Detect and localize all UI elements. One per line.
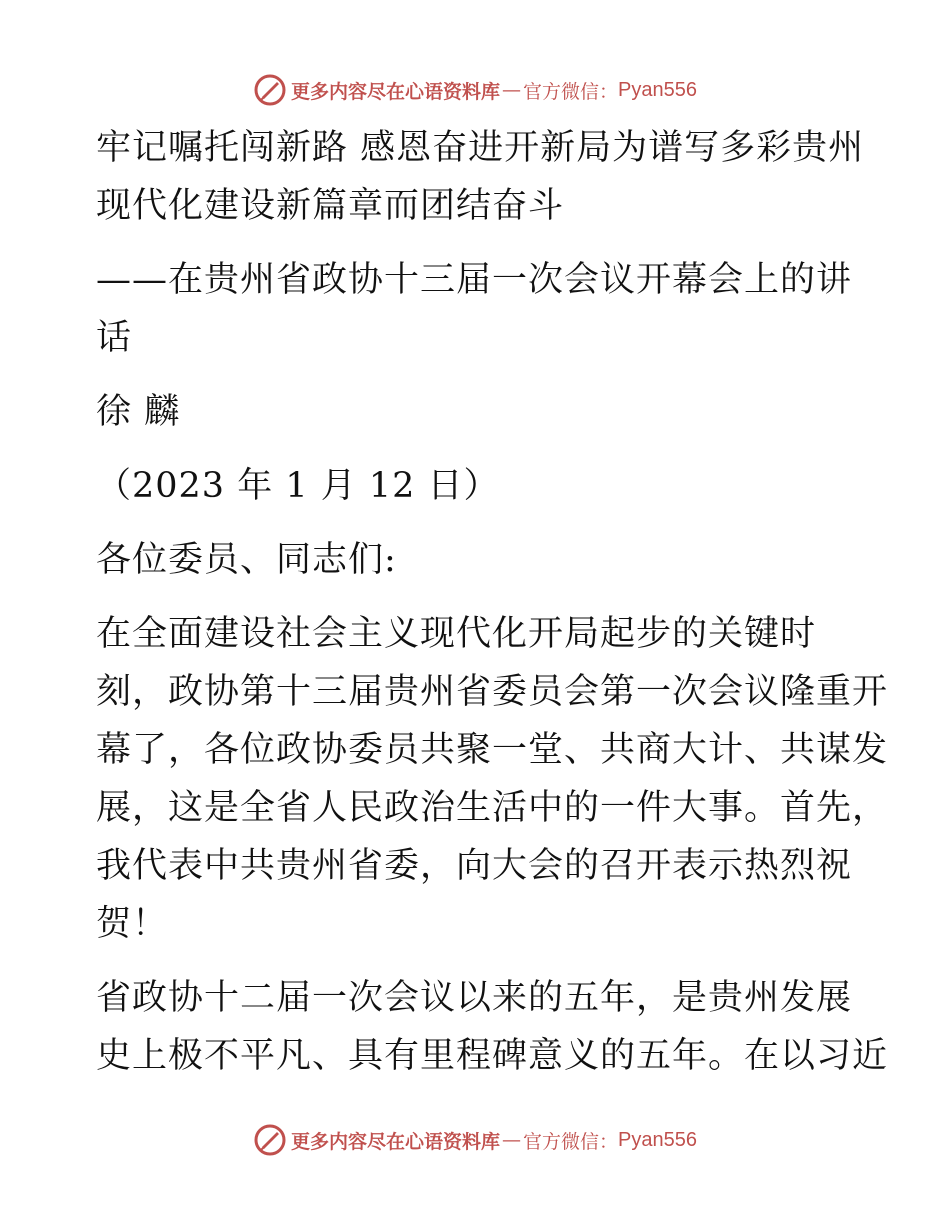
paragraph-1-line-2: 刻，政协第十三届贵州省委员会第一次会议隆重开	[96, 672, 889, 712]
paragraph-1-line-1: 在全面建设社会主义现代化开局起步的关键时	[96, 614, 817, 654]
header-watermark	[0, 70, 950, 110]
title-line-2: 现代化建设新篇章而团结奋斗	[96, 186, 565, 226]
subtitle-line-2: 话	[96, 318, 133, 358]
paragraph-1-line-3: 幕了，各位政协委员共聚一堂、共商大计、共谋发	[96, 730, 889, 770]
paragraph-2-line-2: 史上极不平凡、具有里程碑意义的五年。在以习近	[96, 1036, 889, 1076]
watermark-contact-handle: Pyan556	[618, 1128, 697, 1151]
salutation: 各位委员、同志们:	[96, 540, 397, 580]
watermark-contact-handle: Pyan556	[618, 78, 697, 101]
footer-watermark	[0, 1120, 950, 1160]
watermark-dash: —	[502, 79, 522, 101]
watermark-brand: 更多内容尽在心语资料库	[291, 1130, 501, 1153]
quill-logo-icon	[253, 73, 287, 107]
watermark-contact-label: 官方微信：	[523, 80, 619, 103]
paragraph-1-line-6: 贺！	[96, 904, 169, 944]
quill-logo-icon	[253, 1123, 287, 1157]
author-name: 徐 麟	[96, 392, 181, 432]
watermark-brand: 更多内容尽在心语资料库	[291, 80, 501, 103]
subtitle-line-1: ——在贵州省政协十三届一次会议开幕会上的讲	[96, 260, 853, 300]
paragraph-2-line-1: 省政协十二届一次会议以来的五年，是贵州发展	[96, 978, 853, 1018]
paragraph-1-line-4: 展，这是全省人民政治生活中的一件大事。首先，	[96, 788, 889, 828]
watermark-contact-label: 官方微信：	[523, 1130, 619, 1153]
speech-date: （2023 年 1 月 12 日）	[96, 466, 500, 506]
paragraph-1-line-5: 我代表中共贵州省委，向大会的召开表示热烈祝	[96, 846, 853, 886]
watermark-dash: —	[502, 1129, 522, 1151]
title-line-1: 牢记嘱托闯新路 感恩奋进开新局为谱写多彩贵州	[96, 128, 865, 168]
